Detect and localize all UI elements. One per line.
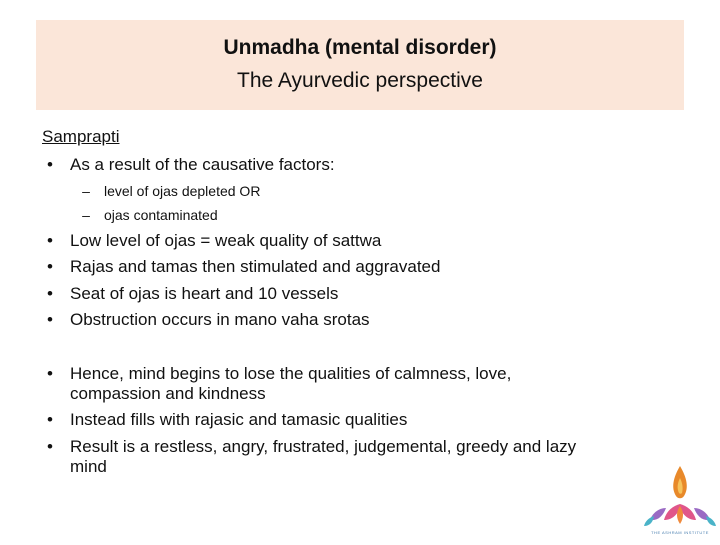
- lamp-flame-icon: [640, 460, 720, 540]
- list-item: [47, 231, 382, 251]
- logo-caption: THE ASHRAM INSTITUTE: [651, 530, 709, 535]
- sub-bullet-text: level of ojas depleted OR: [104, 183, 261, 199]
- list-item: [47, 410, 408, 430]
- bullet-mark: •: [47, 284, 53, 303]
- bullet-text: As a result of the causative factors:: [70, 155, 335, 174]
- bullet-text-continued: compassion and kindness: [70, 384, 266, 403]
- section-heading: Samprapti: [42, 127, 120, 146]
- slide-title: Unmadha (mental disorder): [223, 36, 497, 59]
- sub-bullet-text: ojas contaminated: [104, 207, 218, 223]
- bullet-mark: •: [47, 257, 53, 276]
- bullet-mark: •: [47, 155, 53, 174]
- list-item: [47, 310, 370, 330]
- sub-bullet: [82, 206, 218, 224]
- bullet-mark: •: [47, 410, 53, 429]
- bullet-mark: •: [47, 310, 53, 329]
- bullet-text: Instead fills with rajasic and tamasic qualities: [70, 410, 408, 429]
- bullet-text: Low level of ojas = weak quality of sattwa: [70, 231, 382, 250]
- list-item: [47, 284, 339, 304]
- bullet-mark: •: [47, 364, 53, 383]
- sub-bullet: [82, 182, 261, 200]
- bullet-mark: •: [47, 231, 53, 250]
- list-item: [47, 257, 441, 277]
- bullet-text: Rajas and tamas then stimulated and aggravated: [70, 257, 441, 276]
- bullet-text-continued: mind: [70, 457, 107, 476]
- bullet-text: Hence, mind begins to lose the qualities of calmness, love,: [70, 364, 512, 383]
- dash-mark: –: [82, 183, 90, 199]
- bullet-mark: •: [47, 437, 53, 456]
- bullet-text: Seat of ojas is heart and 10 vessels: [70, 284, 339, 303]
- bullet-text: Result is a restless, angry, frustrated, judgemental, greedy and lazy: [70, 437, 577, 456]
- title-banner: [36, 20, 684, 110]
- slide-subtitle: The Ayurvedic perspective: [237, 69, 483, 92]
- bullet-text: Obstruction occurs in mano vaha srotas: [70, 310, 370, 329]
- list-item: [47, 364, 512, 404]
- dash-mark: –: [82, 207, 90, 223]
- intro-bullet: [47, 155, 335, 175]
- list-item: [47, 437, 577, 477]
